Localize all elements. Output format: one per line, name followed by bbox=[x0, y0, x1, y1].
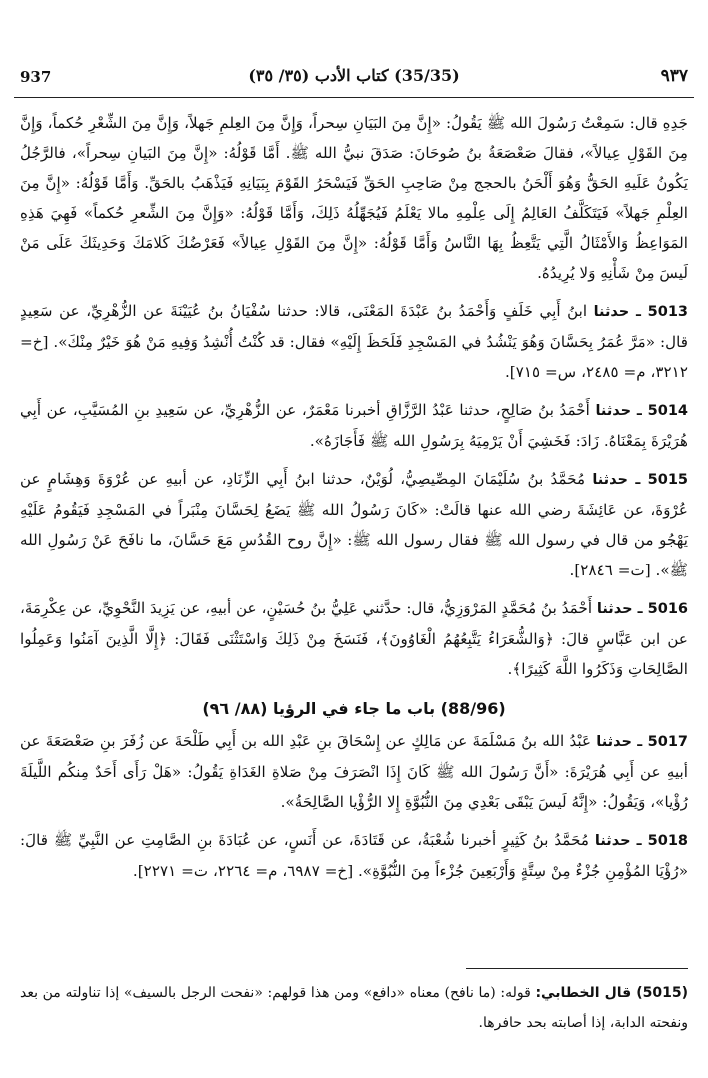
hadith-text: ابنُ أَبِي خَلَفٍ وَأَحْمَدُ بنُ عَبْدَةَ المَعْنَى، قالا: حدثنا سُفْيَانُ بنُ عُيَيْنَةَ عن الزُّهْرِيِّ، عن سَعِيدٍ قال: «مَرَّ عُمَرُ بِحَسَّانَ وَهُوَ يَنْشُدُ في المَسْجِدِ فَلَحَظَ إِلَيْهِ» فقال: قد كُنْتُ أُنْشِدُ وَفِيهِ مَنْ هُوَ خَيْرٌ مِنْكَ». [خ= ٣٢١٢، م= ٢٤٨٥، س= ٧١٥]. bbox=[20, 302, 688, 381]
hadith-number: 5017 ـ حدثنا bbox=[596, 734, 689, 750]
page-number-latin: 937 bbox=[20, 68, 52, 86]
hadith-number: 5018 ـ حدثنا bbox=[594, 833, 689, 849]
hadith-number: 5015 ـ حدثنا bbox=[592, 472, 689, 488]
chapter-title: (88/96) باب ما جاء في الرؤيا (٨٨/ ٩٦) bbox=[202, 699, 506, 718]
hadith-5014 bbox=[20, 395, 688, 456]
header-rule bbox=[14, 97, 694, 98]
footnote bbox=[20, 978, 688, 1038]
hadith-5015 bbox=[20, 464, 688, 585]
commentary-paragraph: جَدِهِ قال: سَمِعْتُ رَسُولَ الله ﷺ يَقُولُ: «إِنَّ مِنَ البَيَانِ سِحراً، وَإِنَّ مِنَ العِلمِ جَهلاً، وَإِنَّ مِنَ الشِّعْرِ حُكماً، وَإِنَّ مِنَ القَوْلِ عِيالاً»، فقالَ صَعْصَعَةُ بنُ صُوحَانَ: صَدَقَ نبيُّ الله ﷺ. أَمَّا قَوْلُهُ: «إِنَّ مِنَ البَيانِ سِحراً»، فالرَّجُلُ يَكُونُ عَلَيهِ الحَقُّ وَهُوَ أَلْحَنُ بالحجج مِنْ صَاحِبِ الحَقِّ فَيَسْحَرُ القَوْمَ بِبَيَانِهِ فَيَذْهَبُ بالحَقِّ. وَأَمَّا قَوْلُهُ: «إِنَّ مِنَ العِلْمِ جَهلاً» فَيَتَكَلَّفُ العَالِمُ إِلَى عِلْمِهِ مالا يَعْلَمُ فَيُجَهِّلُهُ ذَلِكَ، وَأَمَّا قَوْلُهُ: «وَإِنَّ مِنَ الشِّعرِ حُكماً» فَهِيَ هَذِهِ المَوَاعِظُ وَالأَمْثَالُ الَّتِي يَتَّعِظُ بِهَا النَّاسُ وَأَمَّا قَوْلُهُ: «إِنَّ مِنَ القَوْلِ عِيالاً» فَعَرْضُكَ كَلامَكَ وَحَدِيثَكَ عَلَى مَنْ لَيسَ مِنْ شَأْنِهِ وَلا يُرِيدُهُ. bbox=[20, 114, 688, 282]
footnote-text: قوله: (ما نافح) معناه «دافع» ومن هذا قولهم: «نفحت الرجل بالسيف» إذا تناولته من بعد ونفحته الدابة، إذا أصابته بحد حافرها. bbox=[20, 985, 688, 1031]
hadith-5018 bbox=[20, 825, 688, 886]
footnote-head: (5015) قال الخطابي: bbox=[535, 985, 689, 1001]
page-header bbox=[14, 64, 694, 92]
hadith-text: مُحَمَّدُ بنُ كَثِيرٍ أخبرنا شُعْبَةُ، عن قَتَادَةَ، عن أَنَسٍ، عن عُبَادَةَ بنِ الصَّامِتِ عن النَّبِيِّ ﷺ قالَ: «رُؤْيَا المُؤْمِنِ جُزْءٌ مِنْ سِتَّةٍ وَأَرْبَعِينَ جُزْءاً مِنَ النُّبُوَّةِ». [خ= ٦٩٨٧، م= ٢٢٦٤، ت= ٢٢٧١]. bbox=[20, 831, 688, 880]
hadith-number: 5014 ـ حدثنا bbox=[595, 403, 689, 419]
hadith-5017 bbox=[20, 726, 688, 817]
hadith-number: 5013 ـ حدثنا bbox=[593, 304, 688, 320]
hadith-text: مُحَمَّدُ بنُ سُلَيْمَانَ المِصِّيصِيُّ، لُوَيْنٌ، حدثنا ابنُ أَبِي الزِّنَادِ، عن أبيهِ عن عُرْوَةَ وَهِشَامٍ عن عُرْوَةَ، عن عَائِشَةَ رضي الله عنها قالَتْ: «كَانَ رَسُولُ الله ﷺ يَضَعُ لِحَسَّانَ مِنْبَراً في المَسْجِدِ فَيَقُومُ عَلَيْهِ يَهْجُو من قال في رسول الله ﷺ فقال رسول الله ﷺ: «إِنَّ روح القُدُسِ مَعَ حَسَّانَ، ما نافَحَ عَنْ رَسُولِ الله ﷺ». [ت= ٢٨٤٦]. bbox=[20, 470, 688, 579]
footnote-rule bbox=[466, 968, 688, 969]
hadith-number: 5016 ـ حدثنا bbox=[596, 601, 689, 617]
hadith-5016 bbox=[20, 593, 688, 684]
hadith-text: عَبْدُ الله بنُ مَسْلَمَةَ عن مَالِكٍ عن إِسْحَاقَ بنِ عَبْدِ الله بن أَبِي طَلْحَةَ عن زُفَرَ بنِ صَعْصَعَةَ عن أبيهِ عن أَبِي هُرَيْرَةَ: «أَنَّ رَسُولَ الله ﷺ كَانَ إِذَا انْصَرَفَ مِنْ صَلاةِ الغَدَاةِ يَقُولُ: «هَلْ رَأَى أَحَدٌ مِنكُم اللَّيلَةَ رُؤْيا»، وَيَقُولُ: «إِنَّهُ لَيسَ يَبْقَى بَعْدِي مِنَ النُّبُوَّةِ إِلا الرُّؤْيا الصَّالِحَةُ». bbox=[20, 732, 688, 811]
hadith-5013 bbox=[20, 296, 688, 387]
page-number-arabic: ٩٣٧ bbox=[660, 66, 688, 86]
main-text bbox=[20, 108, 688, 894]
hadith-text: أَحْمَدُ بنُ مُحَمَّدٍ المَرْوَزِيُّ، قال: حدَّثني عَلِيُّ بنُ حُسَيْنٍ، عن أبيهِ، عن يَزِيدَ النَّحْوِيِّ، عن عِكْرِمَةَ، عن ابن عَبَّاسٍ قالَ: ﴿وَالشُّعَرَاءُ يَتَّبِعُهُمُ الْغَاوُونَ﴾، فَنَسَخَ مِنْ ذَلِكَ وَاسْتَثْنَى فَقَالَ: ﴿إِلَّا الَّذِينَ آمَنُوا وَعَمِلُوا الصَّالِحَاتِ وَذَكَرُوا اللَّهَ كَثِيرًا﴾. bbox=[20, 599, 688, 678]
running-title: (35/35) كتاب الأدب (٣٥/ ٣٥) bbox=[248, 66, 460, 85]
hadith-text: أَحْمَدُ بنُ صَالِحٍ، حدثنا عَبْدُ الرَّزَّاقِ أخبرنا مَعْمَرٌ، عن الزُّهْرِيِّ، عن سَعِيدِ بنِ المُسَيَّبِ، عن أَبِي هُرَيْرَةَ بِمَعْنَاهُ. زَادَ: فَخَشِيَ أَنْ يَرْمِيَهُ بِرَسُولِ الله ﷺ فَأَجَازَهُ». bbox=[20, 401, 688, 450]
